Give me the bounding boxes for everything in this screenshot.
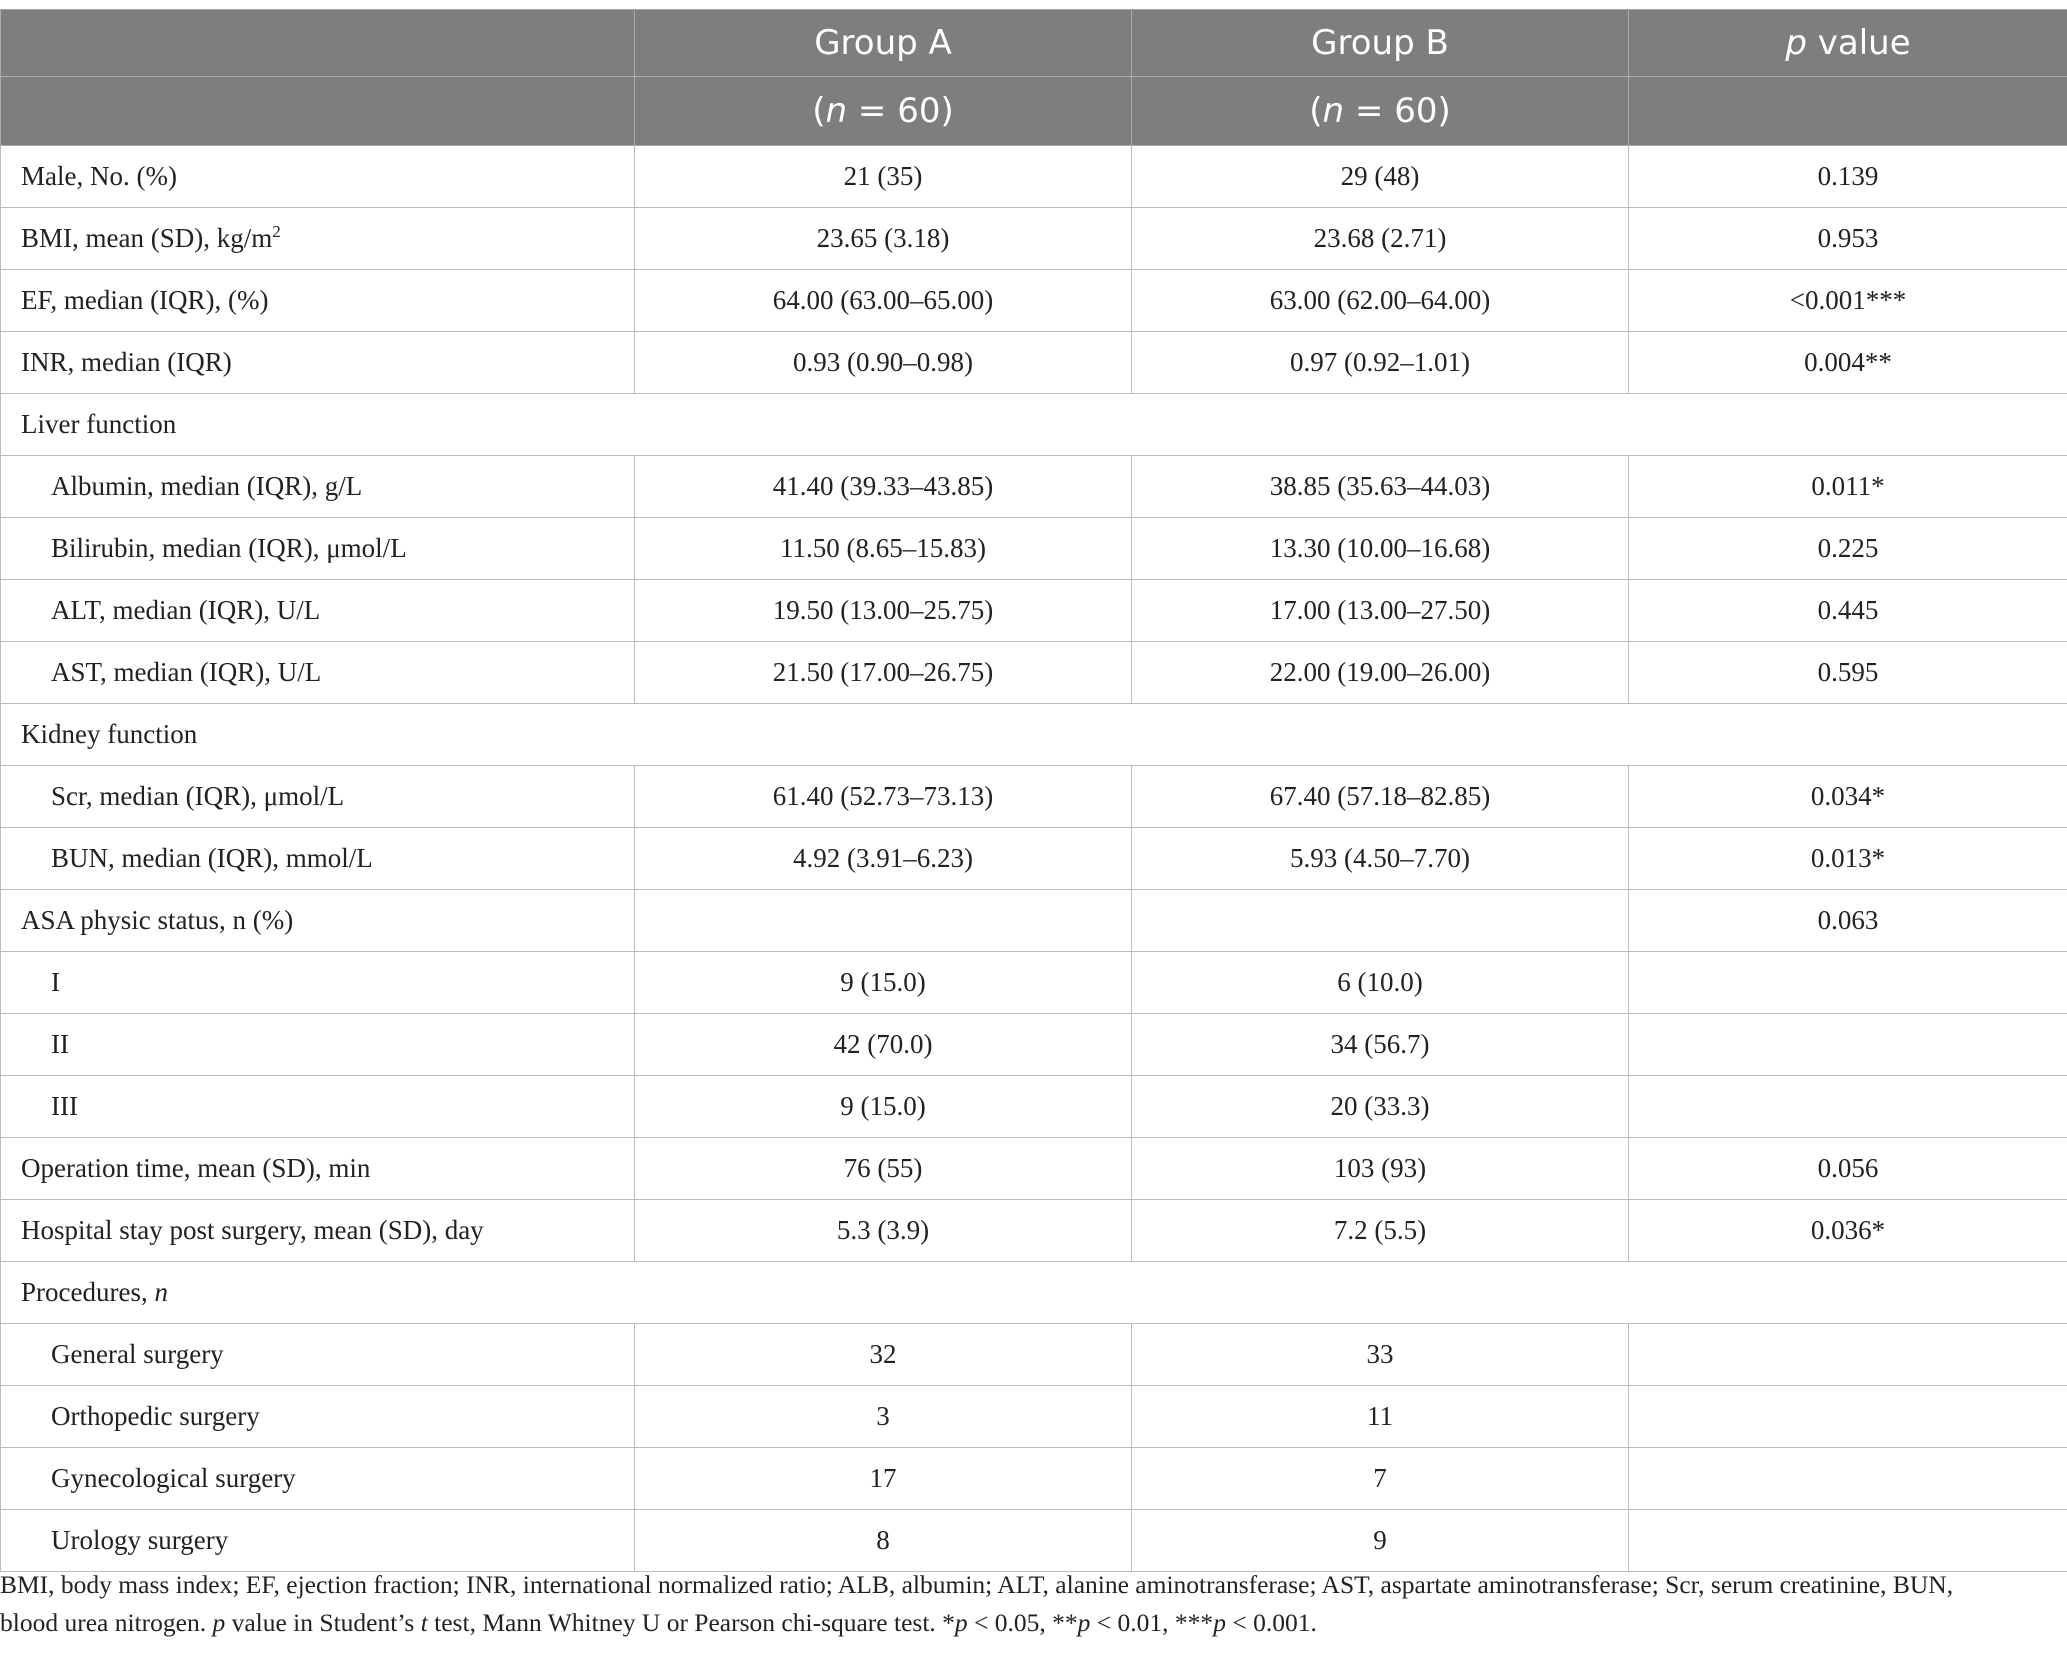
table-body (1, 146, 2067, 1572)
cell-p-value: 0.225 (1629, 518, 2067, 580)
n-rest: = 60) (847, 91, 954, 131)
cell-p-value: 0.063 (1629, 890, 2067, 952)
cell-group-a: 76 (55) (635, 1138, 1132, 1200)
n-rest: = 60) (1344, 91, 1451, 131)
table-row (1, 642, 2067, 704)
cell-group-b: 0.97 (0.92–1.01) (1132, 332, 1629, 394)
row-label: EF, median (IQR), (%) (1, 270, 635, 332)
cell-group-a: 32 (635, 1324, 1132, 1386)
cell-p-value: <0.001*** (1629, 270, 2067, 332)
section-label-text: Procedures, (21, 1277, 155, 1307)
header-n-group-a (635, 77, 1132, 146)
section-label-kidney: Kidney function (1, 704, 2067, 766)
cell-p-value (1629, 1014, 2067, 1076)
section-label-procedures (1, 1262, 2067, 1324)
cell-group-a: 61.40 (52.73–73.13) (635, 766, 1132, 828)
cell-group-b: 29 (48) (1132, 146, 1629, 208)
cell-p-value: 0.595 (1629, 642, 2067, 704)
footnote-italic: p (954, 1608, 968, 1637)
row-label: Operation time, mean (SD), min (1, 1138, 635, 1200)
cell-p-value: 0.953 (1629, 208, 2067, 270)
cell-p-value (1629, 1510, 2067, 1572)
cell-p-value: 0.013* (1629, 828, 2067, 890)
cell-group-a: 19.50 (13.00–25.75) (635, 580, 1132, 642)
row-label: Male, No. (%) (1, 146, 635, 208)
row-label: AST, median (IQR), U/L (1, 642, 635, 704)
cell-p-value: 0.034* (1629, 766, 2067, 828)
table-row (1, 1200, 2067, 1262)
table-row (1, 146, 2067, 208)
cell-p-value: 0.445 (1629, 580, 2067, 642)
cell-group-b: 103 (93) (1132, 1138, 1629, 1200)
table-row (1, 766, 2067, 828)
row-label: Orthopedic surgery (1, 1386, 635, 1448)
footnote-text: < 0.05, ** (967, 1608, 1078, 1637)
footnote-text: blood urea nitrogen. (0, 1608, 213, 1637)
table-row (1, 890, 2067, 952)
cell-group-b: 7 (1132, 1448, 1629, 1510)
cell-group-b: 33 (1132, 1324, 1629, 1386)
footnote-italic: p (212, 1608, 226, 1637)
cell-group-a: 4.92 (3.91–6.23) (635, 828, 1132, 890)
cell-group-a (635, 890, 1132, 952)
cell-group-a: 64.00 (63.00–65.00) (635, 270, 1132, 332)
row-label (1, 208, 635, 270)
table-row (1, 456, 2067, 518)
table-row (1, 952, 2067, 1014)
row-label: ASA physic status, n (%) (1, 890, 635, 952)
row-label: INR, median (IQR) (1, 332, 635, 394)
table-footnote (0, 1566, 2067, 1642)
row-label: III (1, 1076, 635, 1138)
row-label: Urology surgery (1, 1510, 635, 1572)
cell-group-b: 20 (33.3) (1132, 1076, 1629, 1138)
footnote-italic: p (1077, 1608, 1091, 1637)
cell-group-b: 5.93 (4.50–7.70) (1132, 828, 1629, 890)
section-label-liver: Liver function (1, 394, 2067, 456)
cell-group-b: 63.00 (62.00–64.00) (1132, 270, 1629, 332)
footnote-italic: p (1213, 1608, 1226, 1637)
n-italic: n (1322, 91, 1345, 131)
row-label: General surgery (1, 1324, 635, 1386)
table-row (1, 1076, 2067, 1138)
cell-group-b: 23.68 (2.71) (1132, 208, 1629, 270)
cell-p-value (1629, 952, 2067, 1014)
cell-p-value: 0.139 (1629, 146, 2067, 208)
row-label: Bilirubin, median (IQR), μmol/L (1, 518, 635, 580)
header-n-group-b (1132, 77, 1629, 146)
cell-group-b: 7.2 (5.5) (1132, 1200, 1629, 1262)
n-open: ( (812, 91, 826, 131)
cell-p-value: 0.004** (1629, 332, 2067, 394)
row-label: Albumin, median (IQR), g/L (1, 456, 635, 518)
cell-group-a: 21 (35) (635, 146, 1132, 208)
cell-group-b (1132, 890, 1629, 952)
header-group-a: Group A (635, 10, 1132, 77)
footnote-line-2 (0, 1604, 2067, 1642)
row-label-superscript: 2 (272, 222, 281, 241)
cell-p-value (1629, 1076, 2067, 1138)
table-row (1, 1448, 2067, 1510)
cell-group-a: 42 (70.0) (635, 1014, 1132, 1076)
header-p-value (1629, 10, 2067, 77)
table-row (1, 1138, 2067, 1200)
header-empty-2 (1, 77, 635, 146)
row-label: Hospital stay post surgery, mean (SD), day (1, 1200, 635, 1262)
footnote-italic: t (420, 1608, 428, 1637)
section-row (1, 394, 2067, 456)
cell-group-a: 9 (15.0) (635, 952, 1132, 1014)
cell-group-a: 9 (15.0) (635, 1076, 1132, 1138)
section-row (1, 1262, 2067, 1324)
cell-group-b: 38.85 (35.63–44.03) (1132, 456, 1629, 518)
cell-p-value: 0.056 (1629, 1138, 2067, 1200)
cell-group-a: 21.50 (17.00–26.75) (635, 642, 1132, 704)
table-row (1, 208, 2067, 270)
row-label: Scr, median (IQR), μmol/L (1, 766, 635, 828)
cell-group-b: 34 (56.7) (1132, 1014, 1629, 1076)
cell-p-value: 0.011* (1629, 456, 2067, 518)
data-table (0, 9, 2067, 1572)
cell-group-a: 23.65 (3.18) (635, 208, 1132, 270)
cell-group-b: 13.30 (10.00–16.68) (1132, 518, 1629, 580)
cell-group-b: 67.40 (57.18–82.85) (1132, 766, 1629, 828)
row-label: ALT, median (IQR), U/L (1, 580, 635, 642)
cell-p-value (1629, 1448, 2067, 1510)
header-empty-3 (1629, 77, 2067, 146)
cell-group-a: 8 (635, 1510, 1132, 1572)
row-label: BUN, median (IQR), mmol/L (1, 828, 635, 890)
cell-group-a: 11.50 (8.65–15.83) (635, 518, 1132, 580)
table-row (1, 580, 2067, 642)
cell-p-value (1629, 1386, 2067, 1448)
footnote-text: test, Mann Whitney U or Pearson chi-square test. * (427, 1608, 955, 1637)
cell-group-a: 17 (635, 1448, 1132, 1510)
cell-group-b: 9 (1132, 1510, 1629, 1572)
cell-p-value (1629, 1324, 2067, 1386)
row-label-text: BMI, mean (SD), kg/m (21, 223, 273, 253)
cell-group-a: 5.3 (3.9) (635, 1200, 1132, 1262)
cell-group-b: 17.00 (13.00–27.50) (1132, 580, 1629, 642)
row-label: Gynecological surgery (1, 1448, 635, 1510)
n-italic: n (825, 91, 848, 131)
header-row-2 (1, 77, 2067, 146)
cell-group-a: 0.93 (0.90–0.98) (635, 332, 1132, 394)
n-open: ( (1309, 91, 1323, 131)
table-row (1, 270, 2067, 332)
footnote-text: < 0.01, *** (1090, 1608, 1214, 1637)
cell-group-a: 3 (635, 1386, 1132, 1448)
table-row (1, 1510, 2067, 1572)
header-row-1 (1, 10, 2067, 77)
table-row (1, 332, 2067, 394)
cell-group-b: 22.00 (19.00–26.00) (1132, 642, 1629, 704)
row-label: I (1, 952, 635, 1014)
section-label-italic: n (154, 1277, 168, 1307)
header-p-rest: value (1806, 23, 1911, 63)
table-row (1, 828, 2067, 890)
cell-group-b: 6 (10.0) (1132, 952, 1629, 1014)
header-group-b: Group B (1132, 10, 1629, 77)
table-row (1, 1324, 2067, 1386)
table-row (1, 518, 2067, 580)
footnote-text: < 0.001. (1225, 1608, 1317, 1637)
table-row (1, 1386, 2067, 1448)
section-row (1, 704, 2067, 766)
cell-p-value: 0.036* (1629, 1200, 2067, 1262)
header-p-italic: p (1785, 23, 1807, 63)
table-row (1, 1014, 2067, 1076)
footnote-text: value in Student’s (225, 1608, 421, 1637)
header-empty (1, 10, 635, 77)
footnote-line-1: BMI, body mass index; EF, ejection fraction; INR, international normalized ratio; ALB, albumin; ALT, alanine aminotransferase; AST, aspartate aminotransferase; Scr, serum creatinine, BUN, (0, 1570, 1954, 1599)
table-wrapper (0, 9, 2067, 1572)
cell-group-a: 41.40 (39.33–43.85) (635, 456, 1132, 518)
row-label: II (1, 1014, 635, 1076)
table-header (1, 10, 2067, 146)
cell-group-b: 11 (1132, 1386, 1629, 1448)
